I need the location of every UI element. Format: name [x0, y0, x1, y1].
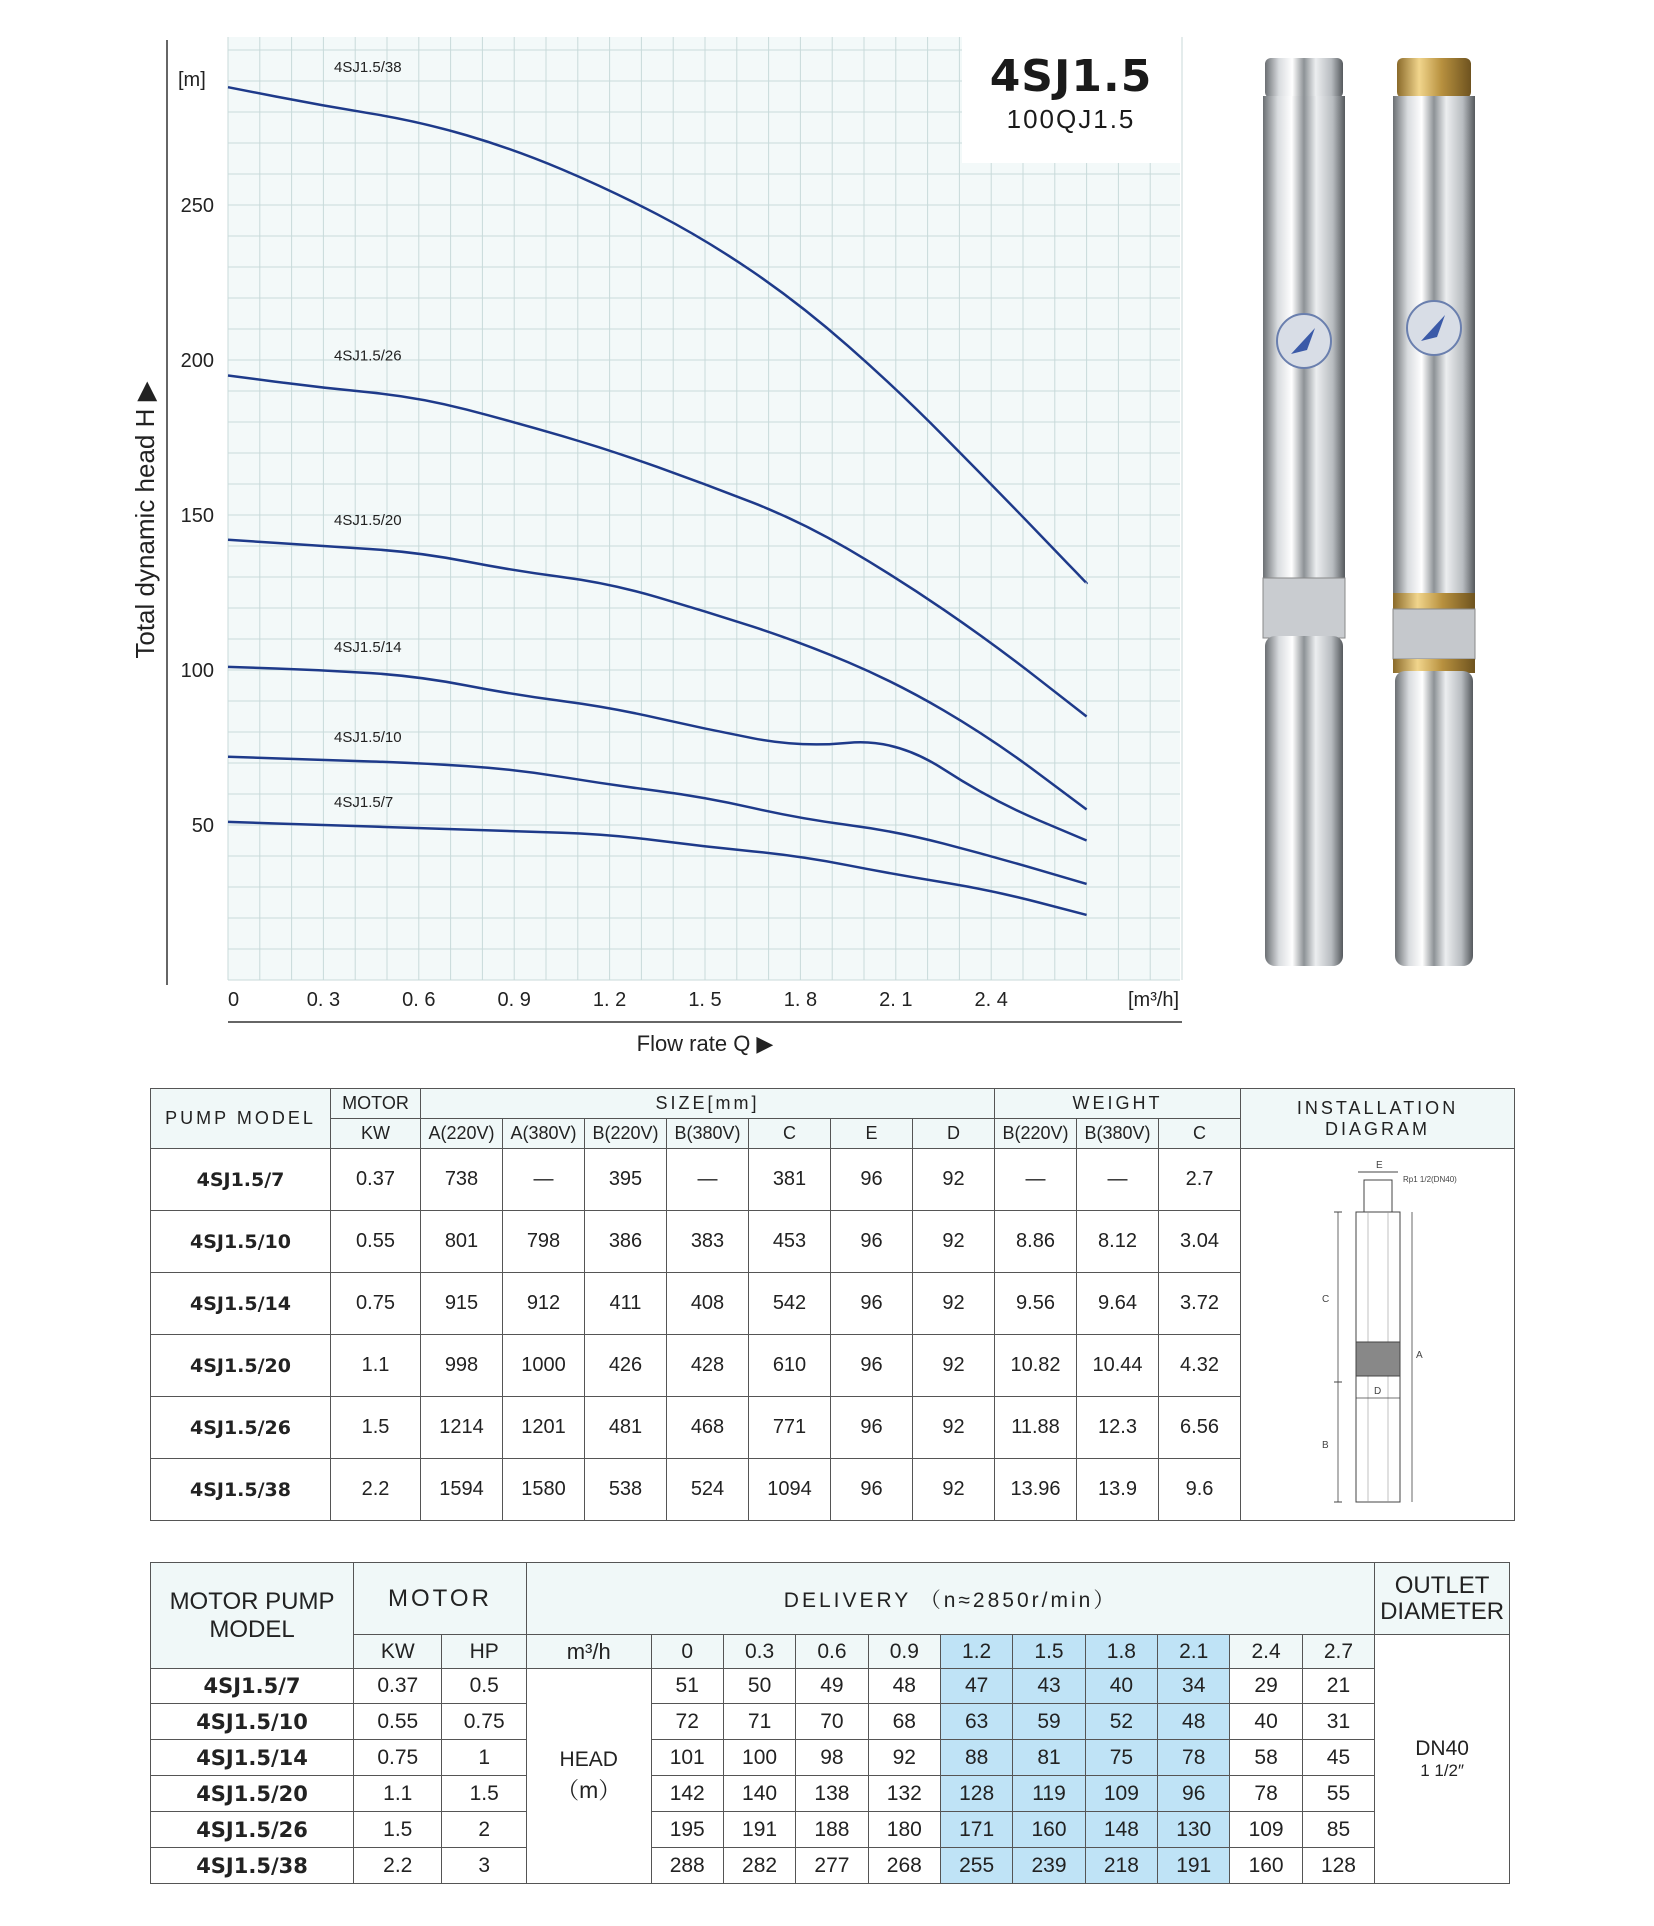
y-tick-label: 250 — [180, 195, 214, 217]
size-header: SIZE[mm] — [421, 1089, 995, 1119]
head-cell: 101 — [651, 1740, 723, 1776]
d-cell: 92 — [913, 1459, 995, 1521]
d-cell: 92 — [913, 1335, 995, 1397]
x-tick-label: 2. 1 — [879, 989, 913, 1011]
model-cell: 4SJ1.5/38 — [151, 1848, 354, 1884]
head-cell: 40 — [1230, 1704, 1302, 1740]
head-label: HEAD — [559, 1747, 618, 1771]
model-cell: 4SJ1.5/26 — [151, 1397, 331, 1459]
weight-b380-cell: 12.3 — [1077, 1397, 1159, 1459]
installation-diagram — [1308, 1152, 1457, 1512]
flow-header: 0 — [651, 1635, 723, 1669]
head-cell: 255 — [940, 1848, 1012, 1884]
e-cell: 96 — [831, 1211, 913, 1273]
model-cell: 4SJ1.5/10 — [151, 1704, 354, 1740]
head-cell: 68 — [868, 1704, 940, 1740]
outlet-inch: 1 1/2″ — [1420, 1761, 1465, 1780]
b220-cell: 481 — [585, 1397, 667, 1459]
weight-c-header: C — [1159, 1119, 1241, 1149]
b220-header: B(220V) — [585, 1119, 667, 1149]
head-cell: 138 — [796, 1776, 868, 1812]
a380-cell: 1000 — [503, 1335, 585, 1397]
model-cell: 4SJ1.5/14 — [151, 1273, 331, 1335]
b380-cell: — — [667, 1149, 749, 1211]
head-cell: 98 — [796, 1740, 868, 1776]
a380-cell: 1201 — [503, 1397, 585, 1459]
model-cell: 4SJ1.5/14 — [151, 1740, 354, 1776]
table-row — [151, 1812, 1510, 1848]
outlet-value-cell — [1375, 1635, 1510, 1884]
curve-label: 4SJ1.5/7 — [334, 793, 394, 811]
head-cell: 128 — [1302, 1848, 1374, 1884]
head-unit: （m） — [556, 1776, 622, 1803]
kw-cell: 1.1 — [331, 1335, 421, 1397]
hp-cell: 2 — [442, 1812, 526, 1848]
c-cell: 771 — [749, 1397, 831, 1459]
head-cell: 70 — [796, 1704, 868, 1740]
d-cell: 92 — [913, 1397, 995, 1459]
weight-b380-cell: — — [1077, 1149, 1159, 1211]
hp-cell: 0.75 — [442, 1704, 526, 1740]
model-cell: 4SJ1.5/20 — [151, 1335, 331, 1397]
weight-c-cell: 9.6 — [1159, 1459, 1241, 1521]
weight-b380-cell: 10.44 — [1077, 1335, 1159, 1397]
a220-cell: 801 — [421, 1211, 503, 1273]
head-cell: 40 — [1085, 1669, 1157, 1704]
model-cell: 4SJ1.5/26 — [151, 1812, 354, 1848]
x-tick-label: 0. 3 — [306, 989, 341, 1011]
x-tick-label: 1. 5 — [688, 989, 722, 1011]
x-tick-labels — [228, 989, 1008, 1011]
head-cell: 78 — [1158, 1740, 1230, 1776]
head-cell: 119 — [1013, 1776, 1085, 1812]
head-cell: 21 — [1302, 1669, 1374, 1704]
kw-header: KW — [331, 1119, 421, 1149]
delivery-motor-header: MOTOR — [354, 1563, 527, 1635]
e-header: E — [831, 1119, 913, 1149]
head-cell: 195 — [651, 1812, 723, 1848]
head-cell: 100 — [723, 1740, 795, 1776]
head-cell: 81 — [1013, 1740, 1085, 1776]
x-unit-label: [m³/h] — [1128, 989, 1180, 1011]
curve-label: 4SJ1.5/14 — [334, 638, 402, 656]
curve-label: 4SJ1.5/26 — [334, 347, 402, 365]
weight-b380-cell: 8.12 — [1077, 1211, 1159, 1273]
curve-label: 4SJ1.5/38 — [334, 59, 402, 77]
c-cell: 381 — [749, 1149, 831, 1211]
a380-cell: 798 — [503, 1211, 585, 1273]
flow-header: 1.5 — [1013, 1635, 1085, 1669]
weight-b220-cell: 13.96 — [995, 1459, 1077, 1521]
head-cell: 51 — [651, 1669, 723, 1704]
head-cell: 191 — [723, 1812, 795, 1848]
head-cell: 49 — [796, 1669, 868, 1704]
kw-cell: 0.55 — [354, 1704, 442, 1740]
y-tick-label: 100 — [180, 660, 214, 682]
kw-cell: 0.55 — [331, 1211, 421, 1273]
flow-header: 2.4 — [1230, 1635, 1302, 1669]
a380-cell: — — [503, 1149, 585, 1211]
weight-b380-cell: 9.64 — [1077, 1273, 1159, 1335]
head-cell: 180 — [868, 1812, 940, 1848]
hp-cell: 1.5 — [442, 1776, 526, 1812]
table-row — [151, 1848, 1510, 1884]
b220-cell: 395 — [585, 1149, 667, 1211]
table-row — [151, 1149, 1515, 1211]
head-cell: 48 — [868, 1669, 940, 1704]
a220-cell: 1594 — [421, 1459, 503, 1521]
d-cell: 92 — [913, 1273, 995, 1335]
pump-model-header: PUMP MODEL — [151, 1089, 331, 1149]
y-axis-label: Total dynamic head H ▶ — [130, 381, 160, 659]
head-cell: 34 — [1158, 1669, 1230, 1704]
head-cell: 29 — [1230, 1669, 1302, 1704]
b380-cell: 524 — [667, 1459, 749, 1521]
curve-label: 4SJ1.5/20 — [334, 511, 402, 529]
kw-cell: 2.2 — [331, 1459, 421, 1521]
plot-background — [228, 37, 1180, 980]
table-row — [151, 1740, 1510, 1776]
table-row — [151, 1776, 1510, 1812]
c-cell: 542 — [749, 1273, 831, 1335]
head-cell: 47 — [940, 1669, 1012, 1704]
table-row — [151, 1704, 1510, 1740]
outlet-value: DN40 — [1415, 1737, 1469, 1760]
hp-cell: 1 — [442, 1740, 526, 1776]
dim-d-label: D — [1373, 1385, 1381, 1397]
b380-cell: 383 — [667, 1211, 749, 1273]
e-cell: 96 — [831, 1459, 913, 1521]
x-tick-label: 1. 8 — [783, 989, 818, 1011]
x-tick-label: 0. 6 — [402, 989, 436, 1011]
head-cell: 109 — [1230, 1812, 1302, 1848]
flow-header: 0.9 — [868, 1635, 940, 1669]
head-cell: 288 — [651, 1848, 723, 1884]
kw-cell: 1.5 — [331, 1397, 421, 1459]
d-header: D — [913, 1119, 995, 1149]
head-cell: 148 — [1085, 1812, 1157, 1848]
b220-cell: 411 — [585, 1273, 667, 1335]
x-tick-label: 0 — [228, 989, 240, 1011]
flow-header: 2.7 — [1302, 1635, 1374, 1669]
d-cell: 92 — [913, 1211, 995, 1273]
pump-photo-left — [1263, 58, 1345, 968]
b220-cell: 538 — [585, 1459, 667, 1521]
weight-b220-cell: 10.82 — [995, 1335, 1077, 1397]
head-cell: 239 — [1013, 1848, 1085, 1884]
head-cell: 50 — [723, 1669, 795, 1704]
head-cell: 109 — [1085, 1776, 1157, 1812]
pump-photo-right — [1393, 58, 1475, 968]
model-cell: 4SJ1.5/38 — [151, 1459, 331, 1521]
b220-cell: 386 — [585, 1211, 667, 1273]
b380-cell: 468 — [667, 1397, 749, 1459]
head-cell: 31 — [1302, 1704, 1374, 1740]
kw-cell: 0.37 — [354, 1669, 442, 1704]
head-cell: 130 — [1158, 1812, 1230, 1848]
c-cell: 453 — [749, 1211, 831, 1273]
head-cell: 52 — [1085, 1704, 1157, 1740]
model-cell: 4SJ1.5/7 — [151, 1149, 331, 1211]
weight-b220-cell: — — [995, 1149, 1077, 1211]
x-tick-label: 1. 2 — [592, 989, 627, 1011]
weight-header: WEIGHT — [995, 1089, 1241, 1119]
weight-b380-header: B(380V) — [1077, 1119, 1159, 1149]
model-title-box — [962, 37, 1180, 163]
installation-diagram-header: INSTALLATION DIAGRAM — [1241, 1089, 1515, 1149]
weight-b220-cell: 11.88 — [995, 1397, 1077, 1459]
b380-cell: 408 — [667, 1273, 749, 1335]
weight-c-cell: 4.32 — [1159, 1335, 1241, 1397]
head-cell: 188 — [796, 1812, 868, 1848]
kw-cell: 1.5 — [354, 1812, 442, 1848]
x-axis-label: Flow rate Q ▶ — [636, 1031, 774, 1056]
e-cell: 96 — [831, 1149, 913, 1211]
head-cell: 55 — [1302, 1776, 1374, 1812]
kw-cell: 0.75 — [331, 1273, 421, 1335]
kw-cell: 2.2 — [354, 1848, 442, 1884]
dim-c-label: C — [1321, 1293, 1329, 1305]
head-cell: 92 — [868, 1740, 940, 1776]
head-cell: 43 — [1013, 1669, 1085, 1704]
c-header: C — [749, 1119, 831, 1149]
y-tick-label: 50 — [191, 815, 214, 837]
hp-cell: 3 — [442, 1848, 526, 1884]
head-cell: 282 — [723, 1848, 795, 1884]
head-cell: 96 — [1158, 1776, 1230, 1812]
delivery-hp-header: HP — [442, 1635, 526, 1669]
weight-c-cell: 2.7 — [1159, 1149, 1241, 1211]
flow-header: 0.6 — [796, 1635, 868, 1669]
model-subtitle: 100QJ1.5 — [1006, 104, 1136, 134]
head-cell: 160 — [1230, 1848, 1302, 1884]
head-cell: 63 — [940, 1704, 1012, 1740]
dim-rp-label: Rp1 1/2(DN40) — [1402, 1174, 1457, 1184]
e-cell: 96 — [831, 1397, 913, 1459]
x-tick-label: 2. 4 — [974, 989, 1008, 1011]
weight-b220-cell: 9.56 — [995, 1273, 1077, 1335]
head-cell: 78 — [1230, 1776, 1302, 1812]
a380-header: A(380V) — [503, 1119, 585, 1149]
dim-a-label: A — [1415, 1349, 1423, 1361]
head-cell: 48 — [1158, 1704, 1230, 1740]
head-cell: 128 — [940, 1776, 1012, 1812]
outlet-diameter-header: OUTLET DIAMETER — [1375, 1563, 1510, 1635]
weight-b220-cell: 8.86 — [995, 1211, 1077, 1273]
head-cell: 59 — [1013, 1704, 1085, 1740]
model-cell: 4SJ1.5/10 — [151, 1211, 331, 1273]
dim-b-label: B — [1321, 1439, 1329, 1451]
head-cell: 58 — [1230, 1740, 1302, 1776]
model-title: 4SJ1.5 — [989, 51, 1153, 102]
y-tick-labels — [181, 195, 214, 837]
head-cell: 72 — [651, 1704, 723, 1740]
size-table — [150, 1088, 1515, 1521]
weight-c-cell: 3.04 — [1159, 1211, 1241, 1273]
model-cell: 4SJ1.5/20 — [151, 1776, 354, 1812]
a220-cell: 998 — [421, 1335, 503, 1397]
head-cell: 45 — [1302, 1740, 1374, 1776]
delivery-header: DELIVERY （n≈2850r/min） — [526, 1563, 1374, 1635]
head-cell: 171 — [940, 1812, 1012, 1848]
kw-cell: 1.1 — [354, 1776, 442, 1812]
a220-cell: 915 — [421, 1273, 503, 1335]
head-cell: 191 — [1158, 1848, 1230, 1884]
dim-e-label: E — [1375, 1159, 1383, 1171]
c-cell: 610 — [749, 1335, 831, 1397]
hp-cell: 0.5 — [442, 1669, 526, 1704]
weight-b220-header: B(220V) — [995, 1119, 1077, 1149]
a220-cell: 738 — [421, 1149, 503, 1211]
delivery-kw-header: KW — [354, 1635, 442, 1669]
weight-b380-cell: 13.9 — [1077, 1459, 1159, 1521]
kw-cell: 0.75 — [354, 1740, 442, 1776]
a380-cell: 1580 — [503, 1459, 585, 1521]
y-tick-label: 200 — [180, 350, 214, 372]
a220-cell: 1214 — [421, 1397, 503, 1459]
head-cell: 132 — [868, 1776, 940, 1812]
installation-diagram-cell — [1241, 1149, 1515, 1521]
flow-header: 0.3 — [723, 1635, 795, 1669]
delivery-table — [150, 1562, 1510, 1884]
curve-label: 4SJ1.5/10 — [334, 728, 402, 746]
b380-header: B(380V) — [667, 1119, 749, 1149]
flow-unit-header: m³/h — [526, 1635, 651, 1669]
motor-pump-model-header: MOTOR PUMP MODEL — [151, 1563, 354, 1669]
y-tick-label: 150 — [180, 505, 214, 527]
c-cell: 1094 — [749, 1459, 831, 1521]
weight-c-cell: 6.56 — [1159, 1397, 1241, 1459]
a220-header: A(220V) — [421, 1119, 503, 1149]
flow-header: 2.1 — [1158, 1635, 1230, 1669]
e-cell: 96 — [831, 1335, 913, 1397]
kw-cell: 0.37 — [331, 1149, 421, 1211]
head-cell: 85 — [1302, 1812, 1374, 1848]
head-cell: 268 — [868, 1848, 940, 1884]
b220-cell: 426 — [585, 1335, 667, 1397]
table-row — [151, 1669, 1510, 1704]
weight-c-cell: 3.72 — [1159, 1273, 1241, 1335]
head-cell: 88 — [940, 1740, 1012, 1776]
b380-cell: 428 — [667, 1335, 749, 1397]
flow-header: 1.2 — [940, 1635, 1012, 1669]
head-cell: 140 — [723, 1776, 795, 1812]
y-unit-label: [m] — [178, 69, 206, 91]
motor-header: MOTOR — [331, 1089, 421, 1119]
head-cell: 71 — [723, 1704, 795, 1740]
a380-cell: 912 — [503, 1273, 585, 1335]
flow-header: 1.8 — [1085, 1635, 1157, 1669]
head-label-cell — [526, 1669, 651, 1884]
model-cell: 4SJ1.5/7 — [151, 1669, 354, 1704]
head-cell: 160 — [1013, 1812, 1085, 1848]
head-cell: 218 — [1085, 1848, 1157, 1884]
head-cell: 75 — [1085, 1740, 1157, 1776]
head-cell: 277 — [796, 1848, 868, 1884]
e-cell: 96 — [831, 1273, 913, 1335]
d-cell: 92 — [913, 1149, 995, 1211]
x-tick-label: 0. 9 — [497, 989, 531, 1011]
head-cell: 142 — [651, 1776, 723, 1812]
